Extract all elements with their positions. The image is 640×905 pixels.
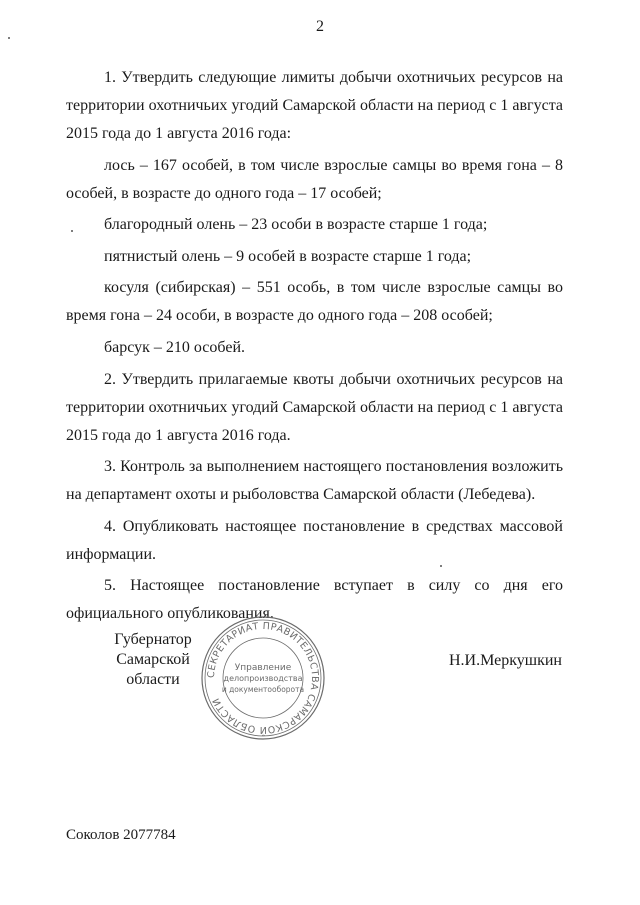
page-number: 2 <box>316 18 324 35</box>
limit-item-red-deer: благородный олень – 23 особи в возрасте старше 1 года; <box>104 216 488 234</box>
stamp-ring-text: СЕКРЕТАРИАТ ПРАВИТЕЛЬСТВА САМАРСКОЙ ОБЛАСТИ <box>205 620 321 736</box>
limit-item-badger: барсук – 210 особей. <box>104 338 245 356</box>
paragraph-3: 3. Контроль за выполнением настоящего постановления возложить на департамент охоты и рыболовства Самарской области (Лебедева). <box>66 458 563 504</box>
signer-name: Н.И.Меркушкин <box>449 652 562 669</box>
paragraph-2: 2. Утвердить прилагаемые квоты добычи охотничьих ресурсов на территории охотничьих угодий Самарской области на период с 1 августа 2015 года до 1 августа 2016 года. <box>66 370 563 444</box>
paragraph-4: 4. Опубликовать настоящее постановление в средствах массовой информации. <box>66 517 563 563</box>
signer-title-line2: Самарской области <box>116 651 190 688</box>
stamp-center-line3: и документооборота <box>221 685 305 694</box>
stamp-center-line2: делопроизводства <box>223 674 303 683</box>
document-body <box>66 64 563 632</box>
limit-item-roe-deer: косуля (сибирская) – 551 особь, в том числе взрослые самцы во время гона – 24 особи, в возрасте до одного года – 208 особей; <box>66 279 563 325</box>
paragraph-5: 5. Настоящее постановление вступает в силу со дня его официального опубликования. <box>66 577 563 623</box>
executor-note: Соколов 2077784 <box>66 827 176 843</box>
stamp-center-line1: Управление <box>234 663 292 673</box>
signer-title-line1: Губернатор <box>114 631 192 648</box>
limit-item-elk: лось – 167 особей, в том числе взрослые самцы во время гона – 8 особей, в возрасте до одного года – 17 особей; <box>66 156 563 202</box>
scan-speck <box>8 37 10 39</box>
scan-speck <box>71 230 73 232</box>
limit-item-sika-deer: пятнистый олень – 9 особей в возрасте старше 1 года; <box>104 247 472 265</box>
scan-speck <box>440 565 442 567</box>
official-stamp <box>199 614 327 742</box>
paragraph-1: 1. Утвердить следующие лимиты добычи охотничьих ресурсов на территории охотничьих угодий Самарской области на период с 1 августа 2015 года до 1 августа 2016 года: <box>66 69 563 142</box>
